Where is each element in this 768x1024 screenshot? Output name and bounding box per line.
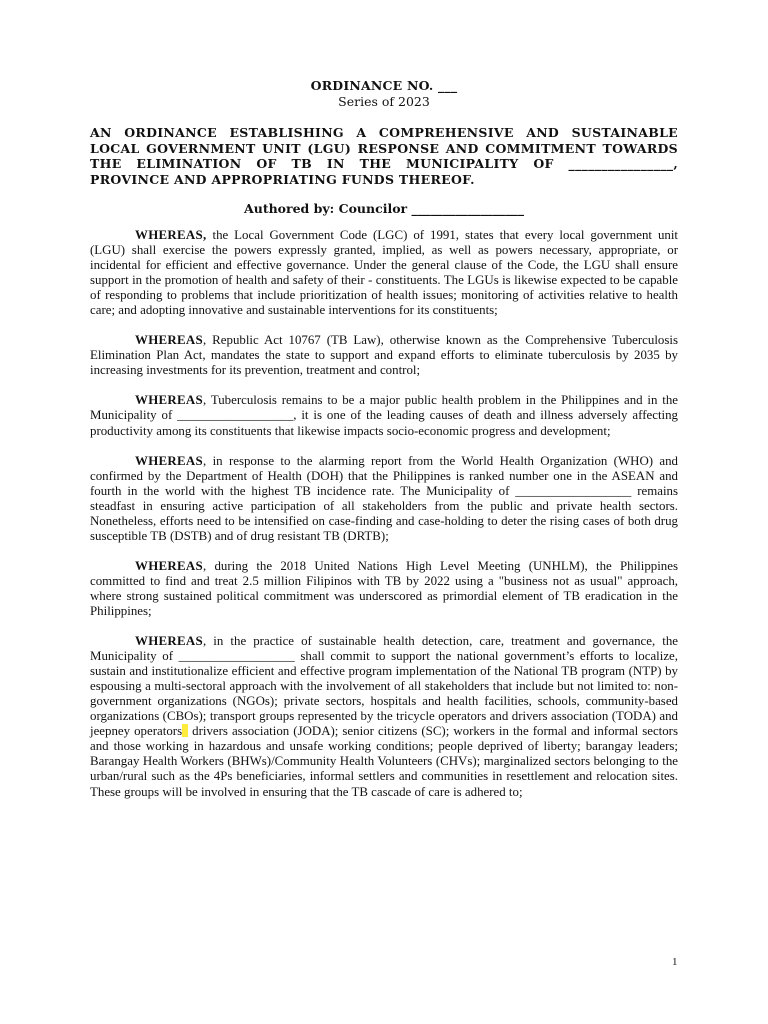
paragraph-text: , Republic Act 10767 (TB Law), otherwise known as the Comprehensive Tuberculosis Elimination Plan Act, mandates the state to support and expand efforts to eliminate tuberculosis by 2035 by increasing investments for its prevention, treatment and control; [90, 333, 678, 378]
whereas-paragraph-1 [90, 228, 678, 318]
whereas-lead: WHEREAS [135, 558, 204, 573]
whereas-paragraph-5 [90, 559, 678, 619]
paragraph-text: , Tuberculosis remains to be a major public health problem in the Philippines and in the Municipality of __________________, it is one of the leading causes of death and illness adversely affecting productivity among its constituents that likewise impacts socio-economic progress and development; [90, 393, 678, 438]
author-line: Authored by: Councilor __________________ [244, 201, 524, 216]
paragraph-text: , in response to the alarming report from the World Health Organization (WHO) and confirmed by the Department of Health (DOH) that the Philippines is ranked number one in the ASEAN and fourth in the world with the highest TB incidence rate. The Municipality of __________________ remains steadfast in ensuring active participation of all stakeholders from the public and private health sectors. Nonetheless, efforts need to be intensified on case-finding and case-holding to deter the rising cases of both drug susceptible TB (DSTB) and of drug resistant TB (DRTB); [90, 453, 678, 543]
paragraph-text: , during the 2018 United Nations High Level Meeting (UNHLM), the Philippines committed to find and treat 2.5 million Filipinos with TB by 2022 using a "business not as usual" approach, where strong sustained political commitment was underscored as primordial element of TB eradication in the Philippines; [90, 558, 678, 618]
ordinance-number: ORDINANCE NO. ___ [310, 78, 458, 93]
whereas-lead: WHEREAS [135, 634, 204, 649]
whereas-lead: WHEREAS, [135, 228, 207, 242]
whereas-paragraph-2 [90, 333, 678, 378]
paragraph-text: , in the practice of sustainable health detection, care, treatment and governance, the Municipality of __________________ shall commit to support the national government’s efforts to localize, sustain and institutionalize efficient and effective program implementation of the National TB program (NTP) by espousing a multi-sectoral approach with the involvement of all stakeholders that include but not limited to: non-government organizations (NGOs); private sectors, hospitals and health facilities, schools, community-based organizations (CBOs); transport groups represented by the tricycle operators and drivers association (TODA) and jeepney operators [90, 634, 678, 739]
paragraph-text: drivers association (JODA); senior citizens (SC); workers in the formal and informal sectors and those working in hazardous and unsafe working conditions; people deprived of liberty; barangay leaders; Barangay Health Workers (BHWs)/Community Health Volunteers (CHVs); marginalized sectors belonging to the urban/rural such as the 4Ps beneficiaries, informal settlers and communities in resettlement and relocation sites. These groups will be involved in ensuring that the TB cascade of care is adhered to; [90, 724, 678, 799]
series-year: Series of 2023 [338, 94, 430, 109]
whereas-paragraph-3 [90, 393, 678, 438]
page-number: 1 [672, 956, 678, 968]
paragraph-text: the Local Government Code (LGC) of 1991, states that every local government unit (LGU) shall exercise the powers expressly granted, implied, as well as powers necessary, appropriate, or incidental for efficient and effective governance. Under the general clause of the Code, the LGU shall ensure support in the promotion of health and safety of their - constituents. The LGUs is likewise expected to be capable of responding to problems that include prioritization of health issues; monitoring of activities relative to health care; and adopting innovative and sustainable interventions for its constituents; [90, 228, 678, 318]
ordinance-title: AN ORDINANCE ESTABLISHING A COMPREHENSIVE AND SUSTAINABLE LOCAL GOVERNMENT UNIT (LGU) RESPONSE AND COMMITMENT TOWARDS THE ELIMINATION OF TB IN THE MUNICIPALITY OF ________________, PROVINCE AND APPROPRIATING FUNDS THEREOF. [90, 125, 678, 187]
ordinance-body [90, 228, 678, 815]
whereas-lead: WHEREAS [135, 393, 204, 408]
whereas-lead: WHEREAS [135, 333, 204, 348]
whereas-paragraph-6 [90, 634, 678, 800]
whereas-paragraph-4 [90, 454, 678, 544]
whereas-lead: WHEREAS [135, 453, 204, 468]
